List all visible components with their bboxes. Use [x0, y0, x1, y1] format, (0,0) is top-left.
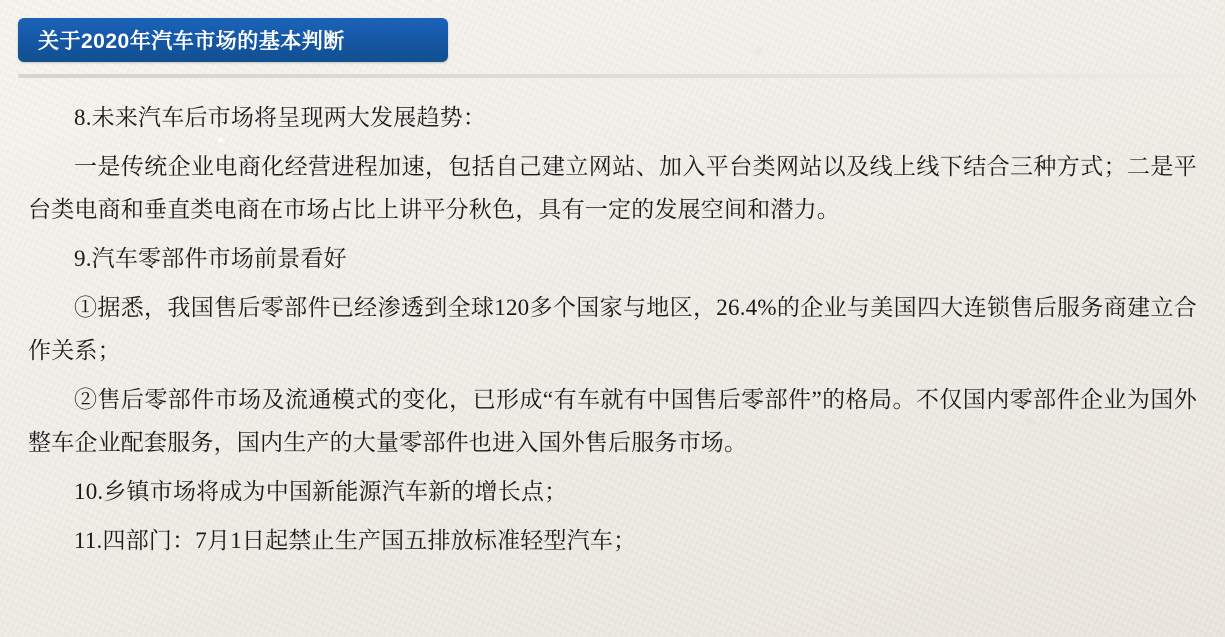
slide-body	[10, 96, 1215, 568]
slide-title-banner	[18, 18, 448, 62]
body-paragraph-9-item1: ①据悉，我国售后零部件已经渗透到全球120多个国家与地区，26.4%的企业与美国四大连锁售后服务商建立合作关系；	[28, 295, 1197, 363]
body-paragraph-8: 8.未来汽车后市场将呈现两大发展趋势：	[74, 105, 487, 130]
body-paragraph-9: 9.汽车零部件市场前景看好	[74, 246, 347, 271]
title-divider	[18, 74, 1207, 78]
body-paragraph-11: 11.四部门：7月1日起禁止生产国五排放标准轻型汽车；	[74, 528, 637, 553]
body-paragraph-8-detail: 一是传统企业电商化经营进程加速，包括自己建立网站、加入平台类网站以及线上线下结合三种方式；二是平台类电商和垂直类电商在市场占比上讲平分秋色，具有一定的发展空间和潜力。	[28, 154, 1197, 222]
body-paragraph-9-item2: ②售后零部件市场及流通模式的变化，已形成“有车就有中国售后零部件”的格局。不仅国内零部件企业为国外整车企业配套服务，国内生产的大量零部件也进入国外售后服务市场。	[28, 387, 1197, 455]
body-paragraph-10: 10.乡镇市场将成为中国新能源汽车新的增长点；	[74, 479, 568, 504]
page-title: 关于2020年汽车市场的基本判断	[38, 30, 345, 53]
